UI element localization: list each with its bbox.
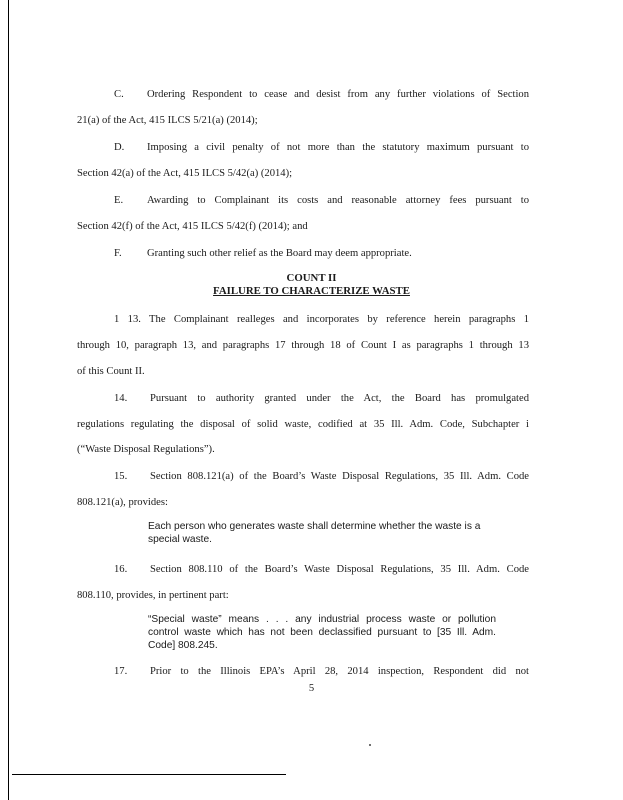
paragraph-13-line2: through 10, paragraph 13, and paragraphs 17 through 18 of Count I as paragraphs 1 through 13 bbox=[77, 340, 529, 351]
footnote-rule bbox=[12, 774, 286, 775]
scan-speck bbox=[369, 744, 371, 746]
paragraph-14-number: 14. bbox=[114, 393, 128, 404]
remedy-e-letter: E. bbox=[114, 195, 124, 206]
remedy-d-line1: Imposing a civil penalty of not more than the statutory maximum pursuant to bbox=[147, 142, 529, 153]
remedy-c-letter: C. bbox=[114, 89, 124, 100]
scan-edge-line bbox=[8, 0, 9, 800]
paragraph-15-line2: 808.121(a), provides: bbox=[77, 497, 168, 508]
paragraph-17-number: 17. bbox=[114, 666, 128, 677]
paragraph-16-number: 16. bbox=[114, 564, 128, 575]
count-subtitle bbox=[0, 285, 623, 298]
paragraph-13-line1: 1 13. The Complainant realleges and incorporates by reference herein paragraphs 1 bbox=[114, 314, 529, 325]
count-subtitle-text: FAILURE TO CHARACTERIZE WASTE bbox=[213, 285, 410, 297]
paragraph-16-quote-line1: “Special waste” means . . . any industrial process waste or pollution bbox=[148, 614, 496, 625]
paragraph-17-line1: Prior to the Illinois EPA’s April 28, 2014 inspection, Respondent did not bbox=[150, 666, 529, 677]
remedy-d-line2: Section 42(a) of the Act, 415 ILCS 5/42(a) (2014); bbox=[77, 168, 293, 179]
paragraph-14-line3: (“Waste Disposal Regulations”). bbox=[77, 444, 215, 455]
paragraph-16-quote bbox=[148, 613, 496, 652]
paragraph-15-quote-line2: special waste. bbox=[148, 534, 212, 545]
paragraph-15-line1: Section 808.121(a) of the Board’s Waste Disposal Regulations, 35 Ill. Adm. Code bbox=[150, 471, 529, 482]
remedy-e-line2: Section 42(f) of the Act, 415 ILCS 5/42(f) (2014); and bbox=[77, 221, 308, 232]
paragraph-16-line1: Section 808.110 of the Board’s Waste Disposal Regulations, 35 Ill. Adm. Code bbox=[150, 564, 529, 575]
paragraph-16-line2: 808.110, provides, in pertinent part: bbox=[77, 590, 229, 601]
paragraph-13-line3: of this Count II. bbox=[77, 366, 145, 377]
remedy-e-line1: Awarding to Complainant its costs and reasonable attorney fees pursuant to bbox=[147, 195, 529, 206]
paragraph-15-quote-line1: Each person who generates waste shall determine whether the waste is a bbox=[148, 521, 481, 532]
remedy-f-letter: F. bbox=[114, 248, 122, 259]
paragraph-16-quote-line2: control waste which has not been declassified pursuant to [35 Ill. Adm. bbox=[148, 627, 496, 638]
remedy-f-line1: Granting such other relief as the Board may deem appropriate. bbox=[147, 248, 412, 259]
remedy-c-line2: 21(a) of the Act, 415 ILCS 5/21(a) (2014); bbox=[77, 115, 258, 126]
remedy-d-letter: D. bbox=[114, 142, 125, 153]
page-number: 5 bbox=[308, 683, 315, 694]
paragraph-15-number: 15. bbox=[114, 471, 128, 482]
paragraph-15-quote bbox=[148, 520, 498, 546]
paragraph-14-line2: regulations regulating the disposal of solid waste, codified at 35 Ill. Adm. Code, Subchapter i bbox=[77, 419, 529, 430]
remedy-c-line1: Ordering Respondent to cease and desist from any further violations of Section bbox=[147, 89, 529, 100]
count-title: COUNT II bbox=[286, 272, 337, 284]
paragraph-16-quote-line3: Code] 808.245. bbox=[148, 640, 218, 651]
paragraph-14-line1: Pursuant to authority granted under the Act, the Board has promulgated bbox=[150, 393, 529, 404]
